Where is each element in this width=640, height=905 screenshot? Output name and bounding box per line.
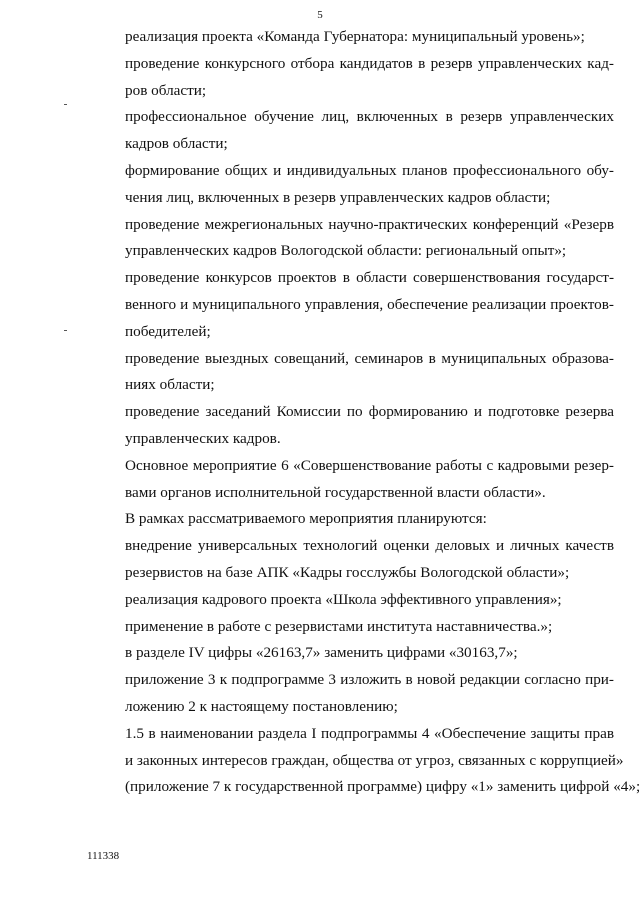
paragraph [87,51,614,105]
text-line: 1.5 в наименовании раздела I подпрограммы 4 «Обеспечение защиты прав [125,724,614,742]
page-number: 5 [317,9,323,21]
text-line: проведение конкурсов проектов в области совершенствования государст- [125,269,614,287]
paragraph [87,104,614,158]
paragraph [87,614,614,641]
text-line: (приложение 7 к государственной программе) цифру «1» заменить цифрой «4»; [125,778,640,796]
text-line: кадров области; [125,135,228,153]
text-line: ниях области; [125,376,215,394]
text-line: В рамках рассматриваемого мероприятия планируются: [125,510,487,528]
paragraph [87,533,614,587]
text-line: ложению 2 к настоящему постановлению; [125,697,398,715]
text-line: применение в работе с резервистами института наставничества.»; [125,617,553,635]
text-line: венного и муниципального управления, обеспечение реализации проектов- [125,295,614,313]
text-line: проведение выездных совещаний, семинаров в муниципальных образова- [125,349,614,367]
text-line: реализация кадрового проекта «Школа эффективного управления»; [125,590,562,608]
text-line: формирование общих и индивидуальных планов профессионального обу- [125,161,614,179]
text-line: реализация проекта «Команда Губернатора: муниципальный уровень»; [125,28,585,45]
paragraph [87,265,614,345]
paragraph [87,346,614,400]
text-line: ров области; [125,81,207,99]
text-line: и законных интересов граждан, общества от угроз, связанных с коррупцией» [125,751,624,769]
text-line: управленческих кадров. [125,429,281,447]
paragraph [87,506,614,533]
paragraph [87,158,614,212]
text-line: профессиональное обучение лиц, включенных в резерв управленческих [125,108,614,126]
text-line: проведение конкурсного отбора кандидатов в резерв управленческих кад- [125,54,614,72]
text-line: управленческих кадров Вологодской области: региональный опыт»; [125,242,567,260]
margin-mark [64,104,67,105]
text-line: вами органов исполнительной государственной власти области». [125,483,546,501]
text-line: внедрение универсальных технологий оценки деловых и личных качеств [125,537,614,555]
paragraph [87,640,614,667]
paragraph [87,721,640,801]
paragraph [87,24,614,51]
paragraph [87,212,614,266]
paragraph [87,667,614,721]
paragraph [87,587,614,614]
paragraph [87,399,614,453]
text-line: в разделе IV цифры «26163,7» заменить цифрами «30163,7»; [125,644,518,662]
text-line: Основное мероприятие 6 «Совершенствование работы с кадровыми резер- [125,456,614,474]
text-line: приложение 3 к подпрограмме 3 изложить в новой редакции согласно при- [125,671,614,689]
paragraph [87,453,614,507]
text-line: победителей; [125,322,211,340]
text-line: резервистов на базе АПК «Кадры госслужбы Вологодской области»; [125,563,570,581]
document-body [87,24,640,801]
text-line: чения лиц, включенных в резерв управленческих кадров области; [125,188,551,206]
document-code: 111338 [87,850,120,862]
text-line: проведение заседаний Комиссии по формированию и подготовке резерва [125,403,614,421]
text-line: проведение межрегиональных научно-практических конференций «Резерв [125,215,614,233]
margin-mark [64,330,67,331]
